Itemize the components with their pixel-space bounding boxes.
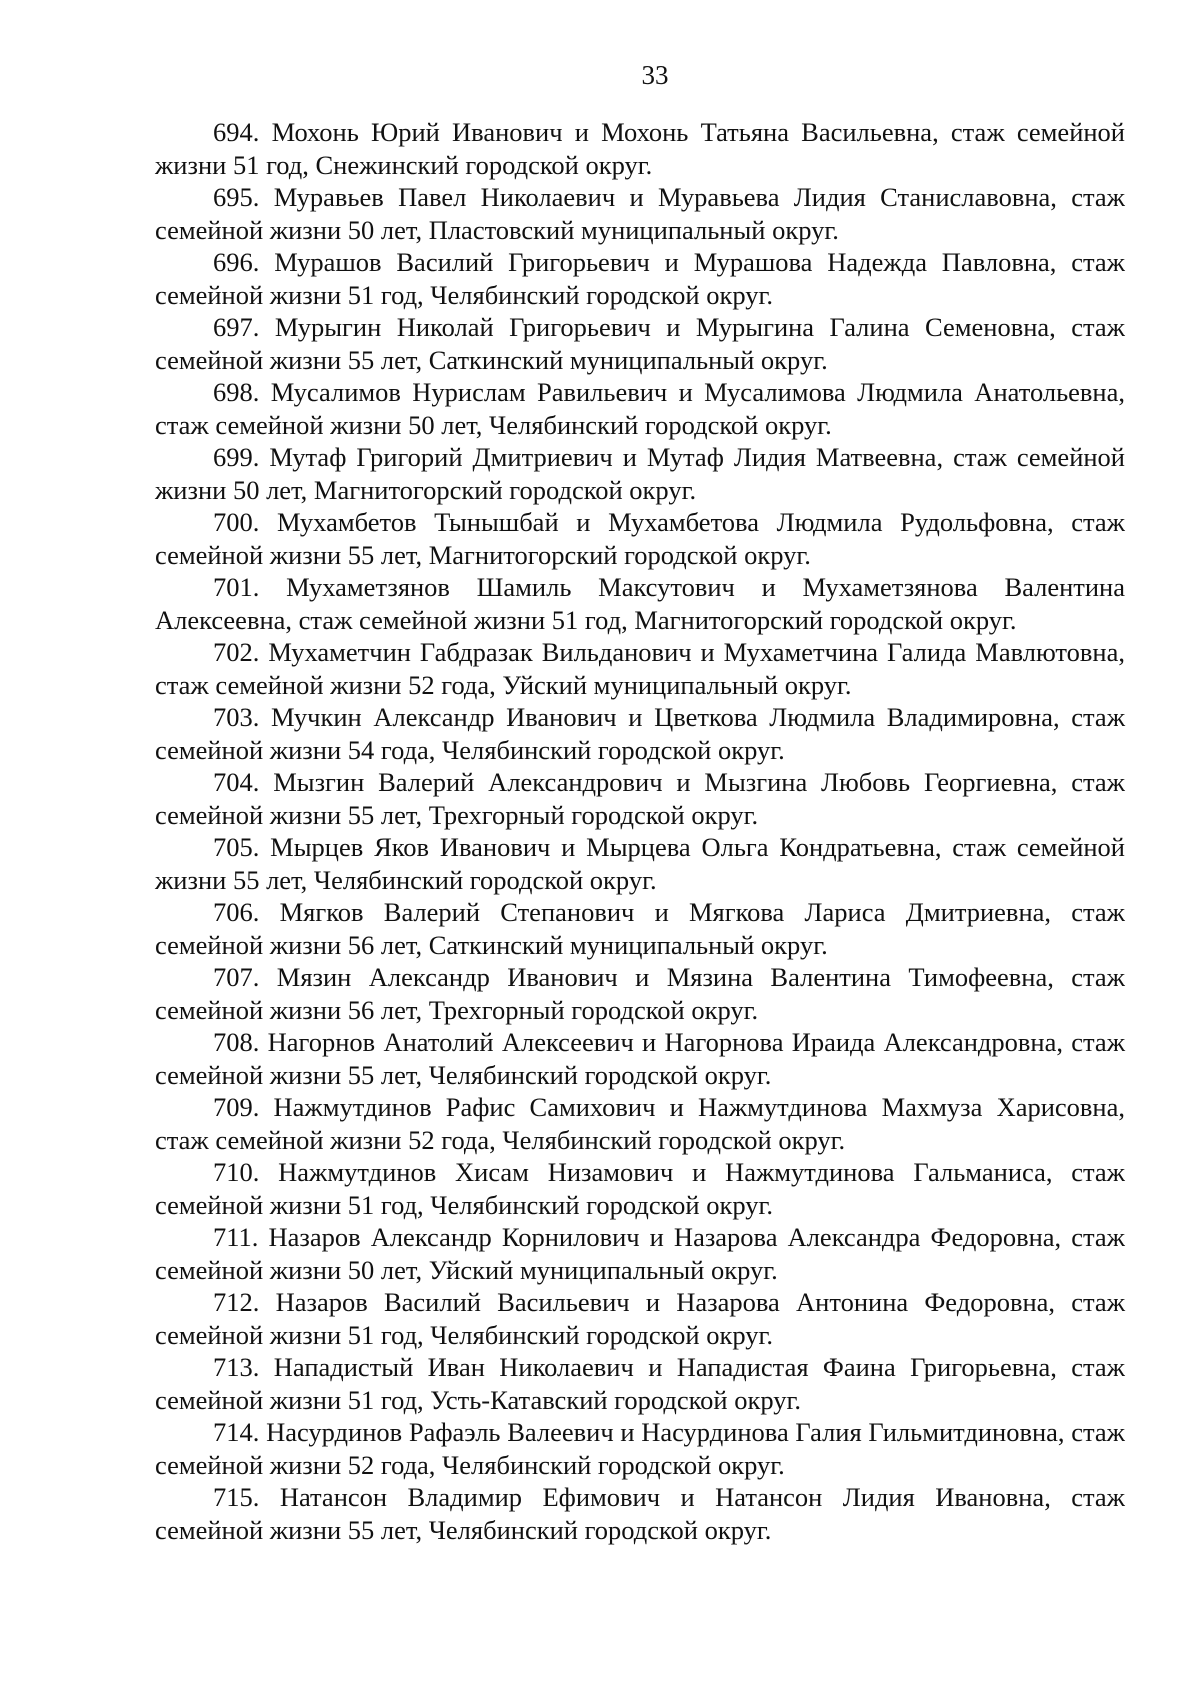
list-item: 704. Мызгин Валерий Александрович и Мызгина Любовь Георгиевна, стаж семейной жизни 55 лет, Трехгорный городской округ. [155,767,1125,830]
list-item: 709. Нажмутдинов Рафис Самихович и Нажмутдинова Махмуза Харисовна, стаж семейной жизни 52 года, Челябинский городской округ. [155,1092,1125,1155]
list-item: 703. Мучкин Александр Иванович и Цветкова Людмила Владимировна, стаж семейной жизни 54 года, Челябинский городской округ. [155,702,1125,765]
list-item: 710. Нажмутдинов Хисам Низамович и Нажмутдинова Гальманиса, стаж семейной жизни 51 год, Челябинский городской округ. [155,1157,1125,1220]
list-item: 700. Мухамбетов Тынышбай и Мухамбетова Людмила Рудольфовна, стаж семейной жизни 55 лет, Магнитогорский городской округ. [155,507,1125,570]
list-item: 707. Мязин Александр Иванович и Мязина Валентина Тимофеевна, стаж семейной жизни 56 лет, Трехгорный городской округ. [155,962,1125,1025]
list-item: 698. Мусалимов Нурислам Равильевич и Мусалимова Людмила Анатольевна, стаж семейной жизни 50 лет, Челябинский городской округ. [155,377,1125,440]
list-item: 706. Мягков Валерий Степанович и Мягкова Лариса Дмитриевна, стаж семейной жизни 56 лет, Саткинский муниципальный округ. [155,897,1125,960]
list-item: 697. Мурыгин Николай Григорьевич и Мурыгина Галина Семеновна, стаж семейной жизни 55 лет, Саткинский муниципальный округ. [155,312,1125,375]
list-item: 708. Нагорнов Анатолий Алексеевич и Нагорнова Ираида Александровна, стаж семейной жизни 55 лет, Челябинский городской округ. [155,1027,1125,1090]
list-item: 695. Муравьев Павел Николаевич и Муравьева Лидия Станиславовна, стаж семейной жизни 50 лет, Пластовский муниципальный округ. [155,182,1125,245]
list-item: 713. Нападистый Иван Николаевич и Нападистая Фаина Григорьевна, стаж семейной жизни 51 год, Усть-Катавский городской округ. [155,1352,1125,1415]
list-item: 701. Мухаметзянов Шамиль Максутович и Мухаметзянова Валентина Алексеевна, стаж семейной жизни 51 год, Магнитогорский городской округ. [155,572,1125,635]
list-item: 696. Мурашов Василий Григорьевич и Мурашова Надежда Павловна, стаж семейной жизни 51 год, Челябинский городской округ. [155,247,1125,310]
list-item: 699. Мутаф Григорий Дмитриевич и Мутаф Лидия Матвеевна, стаж семейной жизни 50 лет, Магнитогорский городской округ. [155,442,1125,505]
list-item: 694. Мохонь Юрий Иванович и Мохонь Татьяна Васильевна, стаж семейной жизни 51 год, Снежинский городской округ. [155,117,1125,180]
list-item: 705. Мырцев Яков Иванович и Мырцева Ольга Кондратьевна, стаж семейной жизни 55 лет, Челябинский городской округ. [155,832,1125,895]
list-item: 702. Мухаметчин Габдразак Вильданович и Мухаметчина Галида Мавлютовна, стаж семейной жизни 52 года, Уйский муниципальный округ. [155,637,1125,700]
award-list [155,116,1125,1546]
list-item: 712. Назаров Василий Васильевич и Назарова Антонина Федоровна, стаж семейной жизни 51 год, Челябинский городской округ. [155,1287,1125,1350]
list-item: 715. Натансон Владимир Ефимович и Натансон Лидия Ивановна, стаж семейной жизни 55 лет, Челябинский городской округ. [155,1482,1125,1545]
list-item: 714. Насурдинов Рафаэль Валеевич и Насурдинова Галия Гильмитдиновна, стаж семейной жизни 52 года, Челябинский городской округ. [155,1417,1125,1480]
list-item: 711. Назаров Александр Корнилович и Назарова Александра Федоровна, стаж семейной жизни 50 лет, Уйский муниципальный округ. [155,1222,1125,1285]
page-number: 33 [641,60,669,90]
